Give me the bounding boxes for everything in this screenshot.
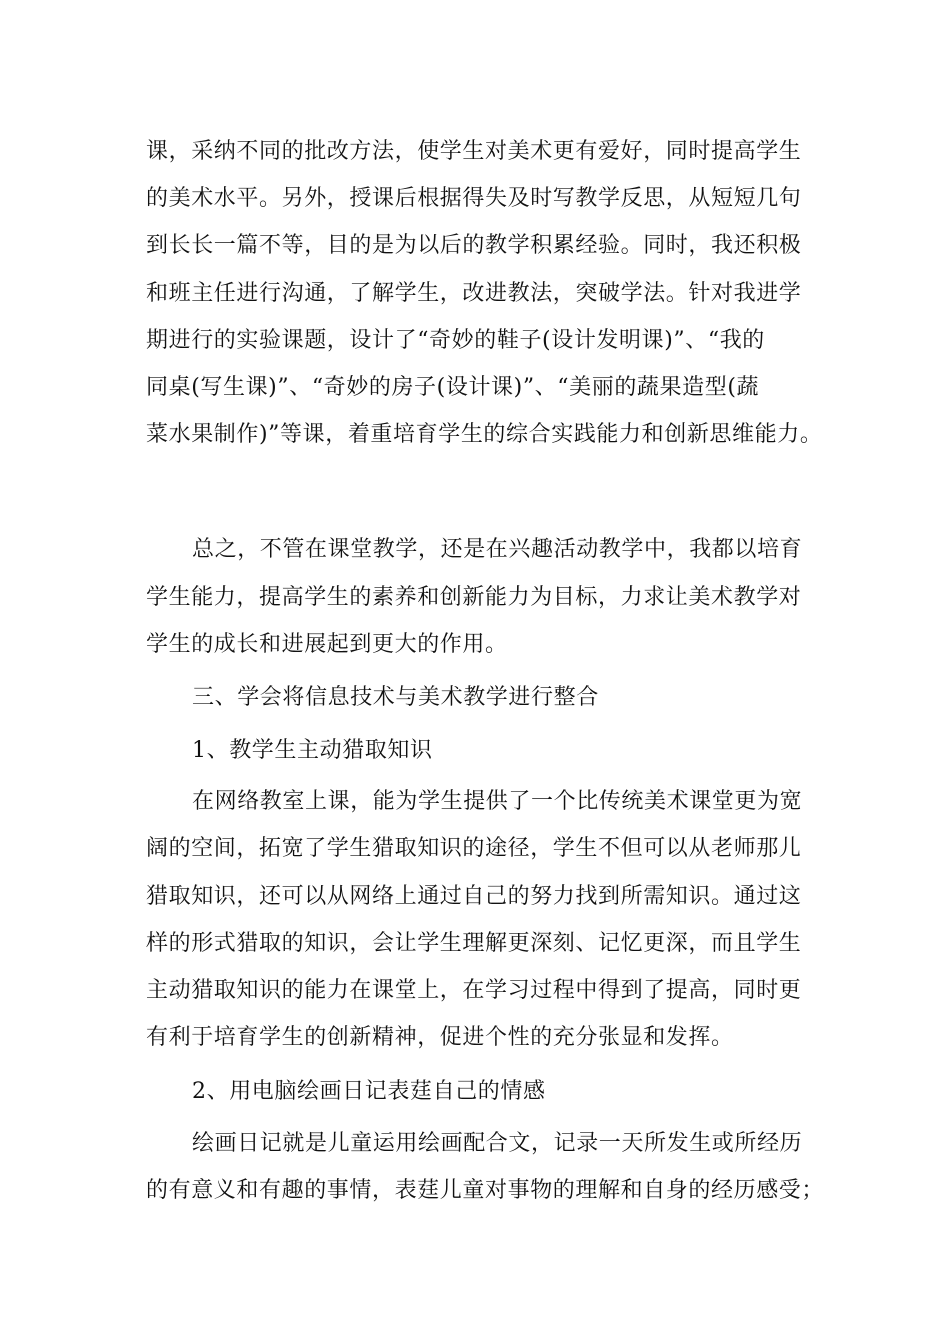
paragraph-4-line-2: 的有意义和有趣的事情，表莛儿童对事物的理解和自身的经历感受； <box>146 1178 825 1203</box>
paragraph-3-line-3: 猎取知识，还可以从网络上通过自己的努力找到所需知识。通过这 <box>146 884 802 909</box>
subheading-1: 1、教学生主动猎取知识 <box>192 738 433 763</box>
paragraph-2-line-2: 学生能力，提高学生的素养和创新能力为目标，力求让美术教学对 <box>146 585 802 610</box>
paragraph-4-line-1: 绘画日记就是儿童运用绘画配合文，记录一天所发生或所经历 <box>192 1131 803 1156</box>
paragraph-3-line-6: 有利于培育学生的创新精神，促进个性的充分张显和发挥。 <box>146 1025 734 1050</box>
paragraph-1-line-2: 的美术水平。另外，授课后根据得失及时写教学反思，从短短几句 <box>146 186 802 211</box>
paragraph-3-line-1: 在网络教室上课，能为学生提供了一个比传统美术课堂更为宽 <box>192 789 803 814</box>
paragraph-2-line-3: 学生的成长和进展起到更大的作用。 <box>146 632 508 657</box>
paragraph-2-line-1: 总之，不管在课堂教学，还是在兴趣活动教学中，我都以培育 <box>192 537 803 562</box>
section-heading-3: 三、学会将信息技术与美术教学进行整合 <box>192 685 599 710</box>
paragraph-1-line-7: 菜水果制作)”等课，着重培育学生的综合实践能力和创新思维能力。 <box>146 422 823 447</box>
paragraph-3-line-2: 阔的空间，拓宽了学生猎取知识的途径，学生不但可以从老师那儿 <box>146 836 802 861</box>
paragraph-3-line-4: 样的形式猎取的知识，会让学生理解更深刻、记忆更深，而且学生 <box>146 931 802 956</box>
paragraph-1-line-1: 课，采纳不同的批改方法，使学生对美术更有爱好，同时提高学生 <box>146 139 802 164</box>
paragraph-3-line-5: 主动猎取知识的能力在课堂上，在学习过程中得到了提高，同时更 <box>146 978 802 1003</box>
paragraph-1-line-3: 到长长一篇不等，目的是为以后的教学积累经验。同时，我还积极 <box>146 233 802 258</box>
paragraph-1-line-5: 期进行的实验课题，设计了“奇妙的鞋子(设计发明课)”、“我的 <box>146 328 765 353</box>
paragraph-1-line-6: 同桌(写生课)”、“奇妙的房子(设计课)”、“美丽的蔬果造型(蔬 <box>146 375 760 400</box>
subheading-2: 2、用电脑绘画日记表莛自己的情感 <box>192 1079 546 1104</box>
paragraph-1-line-4: 和班主任进行沟通，了解学生，改进教法，突破学法。针对我进学 <box>146 281 802 306</box>
